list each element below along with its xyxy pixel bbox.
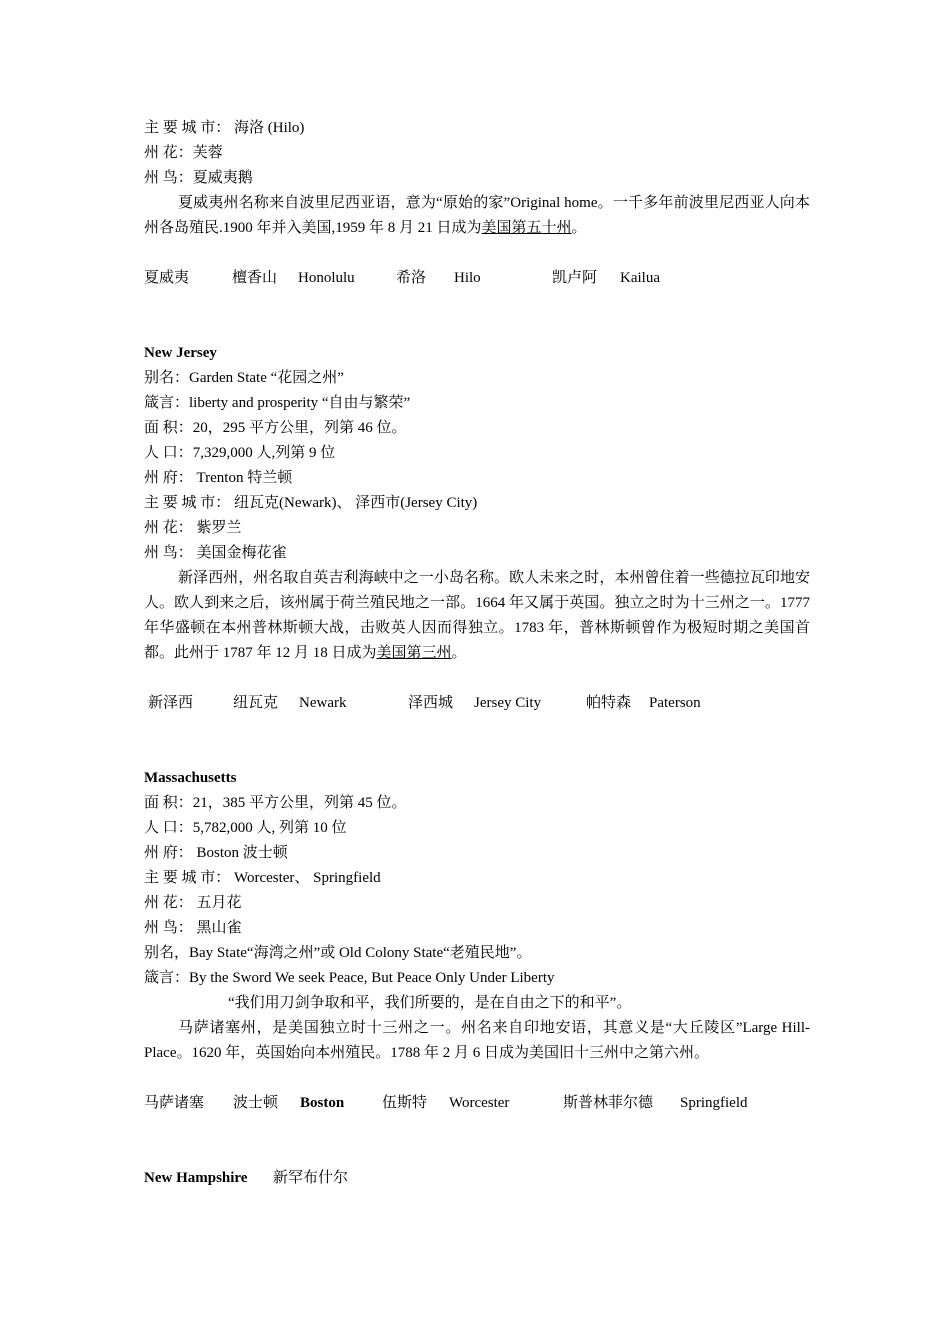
hawaii-statehood-link[interactable]: 美国第五十州 xyxy=(481,220,572,236)
city-name: 希洛 xyxy=(396,270,427,286)
city-name: Hilo xyxy=(454,270,481,286)
new-jersey-title: New Jersey xyxy=(144,345,217,361)
new-jersey-capital: 州 府： Trenton 特兰顿 xyxy=(144,470,293,486)
massachusetts-cities-row xyxy=(144,1091,810,1116)
new-jersey-flower: 州 花： 紫罗兰 xyxy=(144,520,242,536)
city-name: 夏威夷 xyxy=(144,270,190,286)
city-name: Springfield xyxy=(680,1095,748,1111)
city-name: 檀香山 xyxy=(232,270,278,286)
city-name: Jersey City xyxy=(474,695,542,711)
city-name: 马萨诸塞 xyxy=(144,1095,205,1111)
hawaii-paragraph-end: 。 xyxy=(571,220,587,236)
new-jersey-paragraph xyxy=(144,566,810,666)
new-jersey-bird: 州 鸟： 美国金梅花雀 xyxy=(144,545,287,561)
city-name: Paterson xyxy=(649,695,701,711)
city-name: Kailua xyxy=(620,270,660,286)
hawaii-paragraph-text: 夏威夷州名称来自波里尼西亚语，意为“原始的家”Original home。一千多年前波里尼西亚人向本州各岛殖民.1900 年并入美国,1959 年 8 月 21 日成为 xyxy=(144,195,810,236)
new-hampshire-heading xyxy=(144,1166,810,1191)
city-name: 波士顿 xyxy=(233,1095,279,1111)
hawaii-major-cities: 主 要 城 市： 海洛 (Hilo) xyxy=(144,120,305,136)
city-name: Boston xyxy=(300,1095,345,1111)
hawaii-flower: 州 花：芙蓉 xyxy=(144,145,223,161)
new-jersey-population: 人 口：7,329,000 人,列第 9 位 xyxy=(144,445,336,461)
massachusetts-paragraph: 马萨诸塞州，是美国独立时十三州之一。州名来自印地安语，其意义是“大丘陵区”Large Hill-Place。1620 年，英国始向本州殖民。1788 年 2 月 6 日成为美国旧十三州中之第六州。 xyxy=(144,1020,810,1061)
massachusetts-bird: 州 鸟： 黑山雀 xyxy=(144,920,242,936)
hawaii-bird: 州 鸟：夏威夷鹅 xyxy=(144,170,253,186)
city-name: 帕特森 xyxy=(586,695,632,711)
hawaii-cities-row xyxy=(144,266,810,291)
new-jersey-statehood-link[interactable]: 美国第三州 xyxy=(376,645,452,661)
massachusetts-population: 人 口：5,782,000 人, 列第 10 位 xyxy=(144,820,347,836)
city-name: 新泽西 xyxy=(148,695,194,711)
new-hampshire-title-cn: 新罕布什尔 xyxy=(272,1170,348,1186)
massachusetts-area: 面 积：21，385 平方公里，列第 45 位。 xyxy=(144,795,407,811)
new-jersey-alias: 别名：Garden State “花园之州” xyxy=(144,370,344,386)
massachusetts-flower: 州 花： 五月花 xyxy=(144,895,242,911)
city-name: 泽西城 xyxy=(408,695,454,711)
city-name: Honolulu xyxy=(298,270,355,286)
new-jersey-paragraph-end: 。 xyxy=(451,645,467,661)
massachusetts-motto-translation: “我们用刀剑争取和平，我们所要的，是在自由之下的和平”。 xyxy=(228,995,632,1011)
massachusetts-capital: 州 府： Boston 波士顿 xyxy=(144,845,288,861)
massachusetts-motto: 箴言：By the Sword We seek Peace, But Peace Only Under Liberty xyxy=(144,970,555,986)
city-name: 纽瓦克 xyxy=(233,695,279,711)
hawaii-paragraph xyxy=(144,191,810,241)
new-jersey-major-cities: 主 要 城 市： 纽瓦克(Newark)、 泽西市(Jersey City) xyxy=(144,495,478,511)
city-name: Newark xyxy=(299,695,347,711)
massachusetts-title: Massachusetts xyxy=(144,770,237,786)
document-page xyxy=(144,116,810,1191)
new-jersey-paragraph-text: 新泽西州，州名取自英吉利海峡中之一小岛名称。欧人未来之时，本州曾住着一些德拉瓦印地安人。欧人到来之后，该州属于荷兰殖民地之一部。1664 年又属于英国。独立之时为十三州之一。1777 年华盛顿在本州普林斯顿大战，击败英人因而得独立。1783 年，普林斯顿曾作为极短时期之美国首都。此州于 1787 年 12 月 18 日成为 xyxy=(144,570,810,661)
city-name: Worcester xyxy=(449,1095,510,1111)
new-jersey-motto: 箴言：liberty and prosperity “自由与繁荣” xyxy=(144,395,411,411)
city-name: 斯普林菲尔德 xyxy=(563,1095,654,1111)
massachusetts-major-cities: 主 要 城 市： Worcester、 Springfield xyxy=(144,870,381,886)
city-name: 伍斯特 xyxy=(382,1095,428,1111)
city-name: 凯卢阿 xyxy=(552,270,598,286)
new-jersey-area: 面 积：20，295 平方公里，列第 46 位。 xyxy=(144,420,407,436)
massachusetts-alias: 别名，Bay State“海湾之州”或 Old Colony State“老殖民地”。 xyxy=(144,945,532,961)
new-jersey-cities-row xyxy=(144,691,810,716)
new-hampshire-title: New Hampshire xyxy=(144,1170,248,1186)
